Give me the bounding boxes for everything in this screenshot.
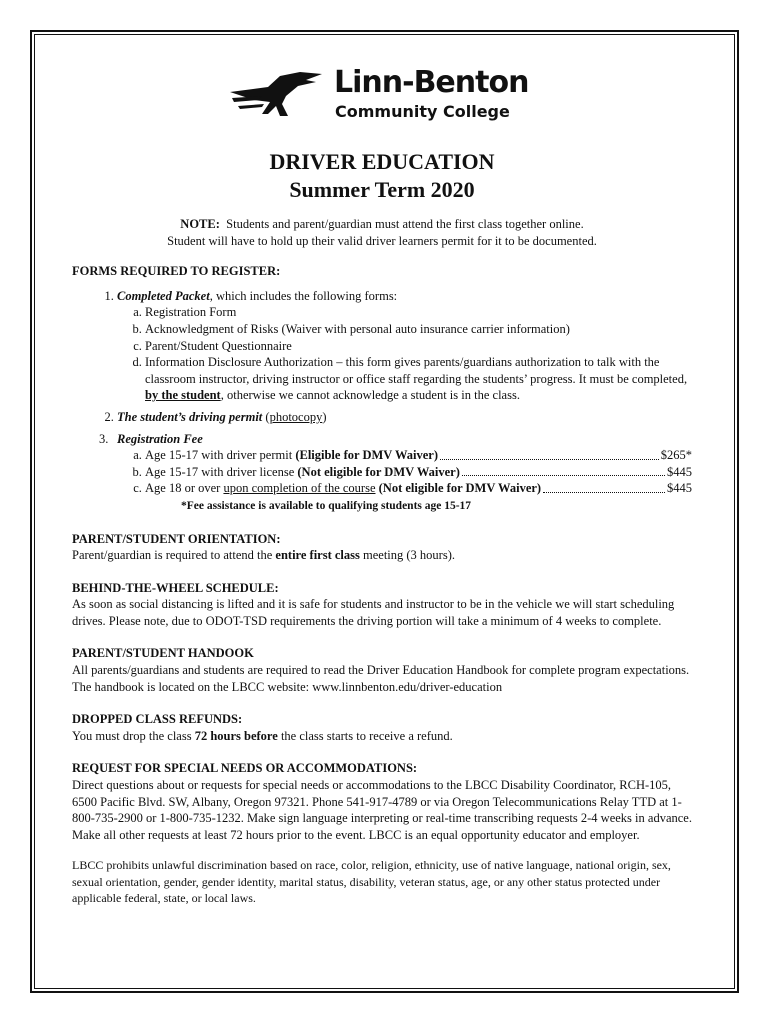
refunds-section	[72, 711, 692, 744]
note-label: NOTE:	[180, 217, 220, 231]
accommodations-heading: REQUEST FOR SPECIAL NEEDS OR ACCOMMODATIONS:	[72, 761, 418, 776]
list-item: a. Registration Form	[145, 304, 692, 321]
college-logo	[72, 66, 692, 128]
photocopy-text: photocopy	[269, 409, 323, 424]
btw-heading: BEHIND-THE-WHEEL SCHEDULE:	[72, 580, 279, 595]
fee-a-eligibility: (Eligible for DMV Waiver)	[295, 448, 439, 463]
fee-c-eligibility: (Not eligible for DMV Waiver)	[378, 481, 542, 496]
permit-paren-open: (	[262, 409, 270, 424]
packet-title: Completed Packet	[117, 288, 210, 303]
accommodations-text: Direct questions about or requests for special needs or accommodations to the LBCC Disability Coordinator, RCH-105, 6500 Pacific Blvd. SW, Albany, Oregon 97321. Phone 541-917-4789 or via Oregon Telecommunications Relay TTD at 1-800-735-2900 or 1-800-735-1232. Make sign language interpreting or real-time transcribing requests 2-4 weeks in advance. Make all other requests at least 72 hours prior to the event. LBCC is an equal opportunity educator and employer.	[72, 778, 692, 842]
refunds-heading: DROPPED CLASS REFUNDS:	[72, 712, 243, 727]
fee-sublist	[99, 447, 692, 497]
handbook-heading: PARENT/STUDENT HANDOOK	[72, 646, 254, 661]
fee-c-price: $445	[667, 481, 692, 496]
title-line1: DRIVER EDUCATION	[269, 149, 495, 174]
forms-list	[72, 288, 692, 515]
accommodations-section	[72, 760, 692, 843]
disclosure-text-post: , otherwise we cannot acknowledge a student is in the class.	[220, 388, 520, 403]
fee-assistance-note: *Fee assistance is available to qualifying students age 15-17	[181, 499, 472, 512]
list-item: b. Acknowledgment of Risks (Waiver with personal auto insurance carrier information)	[145, 321, 692, 338]
refunds-text-pre: You must drop the class	[72, 728, 195, 743]
leader-dots	[440, 459, 659, 460]
handbook-section	[72, 645, 692, 695]
btw-section	[72, 580, 692, 630]
btw-text: As soon as social distancing is lifted and it is safe for students and instructor to be in the vehicle we will start scheduling drives. Please note, due to ODOT-TSD requirements the driving portion will take a minimum of 4 weeks to complete.	[72, 597, 675, 628]
title-line2: Summer Term 2020	[289, 177, 475, 202]
fee-c-condition: upon completion of the course	[223, 481, 376, 496]
fee-number: 3.	[99, 431, 109, 446]
leader-dots	[543, 492, 665, 493]
fee-c-label: Age 18 or over	[145, 481, 224, 496]
fee-b-label: Age 15-17 with driver license	[145, 464, 298, 479]
forms-item-permit	[117, 409, 692, 426]
orientation-text-post: meeting (3 hours).	[359, 548, 455, 563]
fee-a-label: Age 15-17 with driver permit	[145, 448, 296, 463]
disclosure-emphasis: by the student	[145, 388, 221, 403]
orientation-emphasis: entire first class	[275, 548, 360, 563]
roadrunner-icon	[228, 70, 328, 122]
note-line2: Student will have to hold up their valid driver learners permit for it to be documented.	[167, 233, 597, 248]
orientation-text-pre: Parent/guardian is required to attend the	[72, 548, 276, 563]
college-name-line1: Linn-Benton	[334, 65, 529, 100]
fee-row	[145, 480, 692, 497]
fee-title: Registration Fee	[117, 431, 203, 446]
nondiscrimination-statement: LBCC prohibits unlawful discrimination based on race, color, religion, ethnicity, use of native language, national origin, sex, sexual orientation, gender, gender identity, marital status, disability, veteran status, age, or any other status protected under applicable federal, state, or local laws.	[72, 858, 671, 906]
forms-heading: FORMS REQUIRED TO REGISTER:	[72, 264, 281, 279]
fee-row	[145, 464, 692, 481]
list-item	[145, 354, 692, 404]
fee-a-price: $265*	[660, 448, 692, 463]
packet-sublist	[117, 304, 692, 404]
permit-title: The student’s driving permit	[117, 409, 263, 424]
note-line1: Students and parent/guardian must attend the first class together online.	[226, 217, 584, 231]
list-item: c. Parent/Student Questionnaire	[145, 338, 692, 355]
packet-desc: , which includes the following forms:	[209, 288, 398, 303]
fee-b-eligibility: (Not eligible for DMV Waiver)	[297, 464, 460, 479]
disclosure-text-pre: Information Disclosure Authorization – this form gives parents/guardians authorization to talk with the classroom instructor, driving instructor or office staff regarding the students’ progress. It must be completed,	[145, 355, 688, 386]
document-title	[72, 148, 692, 204]
fee-b-price: $445	[667, 464, 692, 479]
forms-item-fee	[99, 431, 692, 515]
refunds-emphasis: 72 hours before	[194, 728, 278, 743]
permit-paren-close: )	[322, 409, 327, 424]
orientation-section	[72, 531, 692, 564]
forms-item-packet	[117, 288, 692, 404]
leader-dots	[462, 475, 665, 476]
refunds-text-post: the class starts to receive a refund.	[277, 728, 453, 743]
note-paragraph	[72, 216, 692, 249]
document-body	[72, 66, 692, 907]
fee-row	[145, 447, 692, 464]
college-name-line2: Community College	[335, 102, 510, 121]
handbook-text: All parents/guardians and students are required to read the Driver Education Handbook for complete program expectations. The handbook is located on the LBCC website: www.linnbenton.edu/driver-education	[72, 663, 690, 694]
orientation-heading: PARENT/STUDENT ORIENTATION:	[72, 531, 281, 546]
